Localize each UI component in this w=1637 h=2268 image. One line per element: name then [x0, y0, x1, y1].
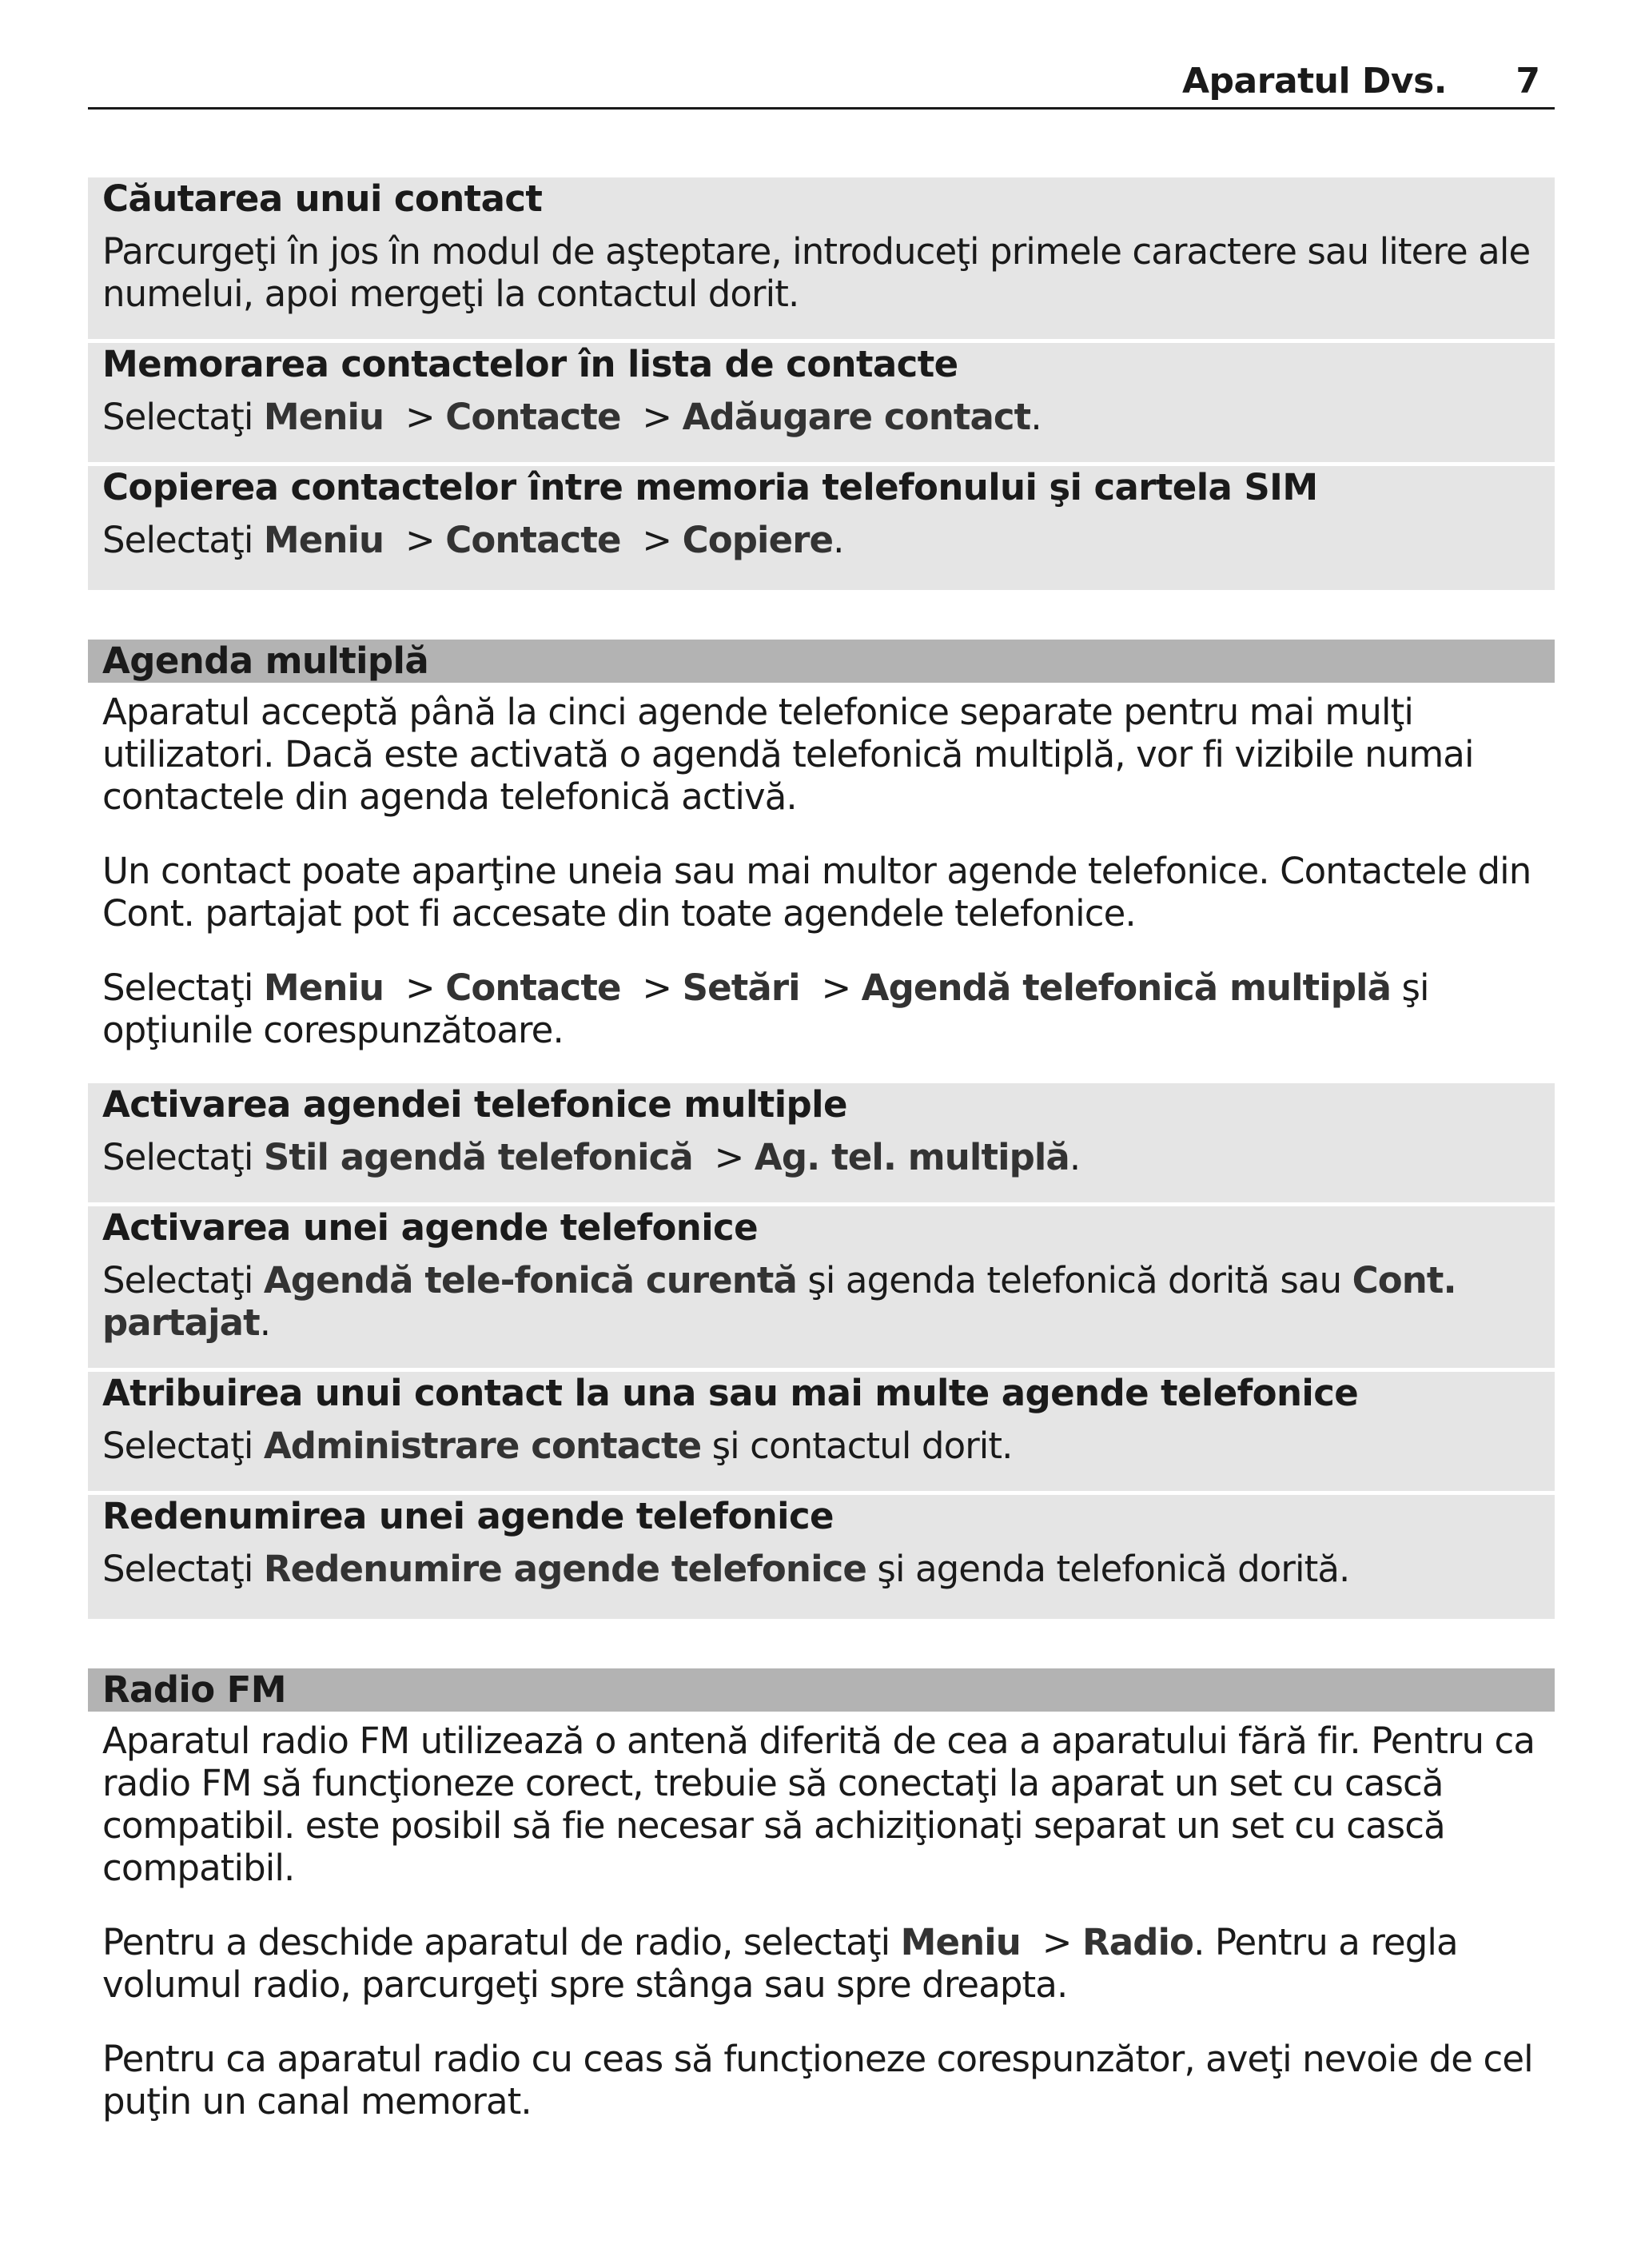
- tip-activate-one: [88, 1206, 1555, 1372]
- tip-body: [102, 1425, 1540, 1467]
- select-word: Selectaţi: [102, 1548, 253, 1590]
- tip-title: Activarea agendei telefonice multiple: [102, 1083, 847, 1126]
- option-name: Agendă tele-fonică curentă: [263, 1259, 797, 1301]
- select-word: Selectaţi: [102, 1136, 253, 1178]
- page-number: 7: [1516, 61, 1540, 102]
- page-header: [88, 58, 1555, 110]
- path-separator: >: [642, 519, 672, 561]
- tip-body: [102, 1548, 1540, 1590]
- menu-path-item: Contacte: [445, 519, 621, 561]
- path-separator: >: [642, 396, 672, 438]
- sentence-end: .: [833, 519, 844, 561]
- sentence-tail: . Pentru a regla volumul radio, parcurgeţi spre stânga sau spre dreapta.: [102, 1921, 1458, 2006]
- tip-assign-contact: [88, 1372, 1555, 1495]
- select-word: Selectaţi: [102, 519, 253, 561]
- tip-body: [102, 1259, 1540, 1344]
- sentence-end: .: [259, 1301, 271, 1344]
- page-content: [88, 177, 1555, 2123]
- menu-path-item: Agendă telefonică multiplă: [861, 967, 1392, 1009]
- menu-path-item: Meniu: [263, 396, 384, 438]
- menu-path-item: Radio: [1081, 1921, 1194, 1963]
- paragraph: Aparatul radio FM utilizează o antenă diferită de cea a aparatului fără fir. Pentru ca radio FM să funcţioneze corect, trebuie să conectaţi la aparat un set cu cască compatibil. este posibil să fie necesar să achiziţionaţi separat un set cu cască compatibil.: [102, 1720, 1535, 1889]
- section-heading-radio: Radio FM: [88, 1668, 1555, 1712]
- sentence-lead: Pentru a deschide aparatul de radio, selectaţi: [102, 1921, 890, 1963]
- paragraph-radio-path: [88, 1921, 1555, 2006]
- menu-path-item: Meniu: [900, 1921, 1021, 1963]
- sentence-mid: şi contactul dorit.: [711, 1425, 1013, 1467]
- sentence-tail: şi opţiunile corespunzătoare.: [102, 967, 1429, 1051]
- tips-box-agenda: [88, 1083, 1555, 1619]
- path-separator: >: [404, 967, 435, 1009]
- sentence-end: .: [1069, 1136, 1081, 1178]
- header-title: Aparatul Dvs.: [1182, 61, 1447, 102]
- menu-path-item: Stil agendă telefonică: [263, 1136, 693, 1178]
- paragraph-multi-agenda-path: [88, 967, 1555, 1051]
- tip-title: Redenumirea unei agende telefonice: [102, 1495, 834, 1537]
- sentence-mid: şi agenda telefonică dorită sau: [807, 1259, 1342, 1301]
- tip-title: Memorarea contactelor în lista de contacte: [102, 343, 958, 385]
- tip-title: Copierea contactelor între memoria telefonului şi cartela SIM: [102, 466, 1318, 508]
- menu-path-item: Contacte: [445, 396, 621, 438]
- tip-title: Căutarea unui contact: [102, 177, 543, 220]
- tip-search-contact: [88, 177, 1555, 343]
- option-name: Cont. partajat: [102, 1259, 1456, 1344]
- tip-save-contacts: [88, 343, 1555, 466]
- tip-activate-multiple: [88, 1083, 1555, 1206]
- option-name: Administrare contacte: [263, 1425, 702, 1467]
- menu-path-item: Ag. tel. multiplă: [754, 1136, 1069, 1178]
- tip-title: Atribuirea unui contact la una sau mai multe agende telefonice: [102, 1372, 1359, 1414]
- menu-path-item: Setări: [682, 967, 800, 1009]
- menu-path-item: Contacte: [445, 967, 621, 1009]
- paragraph: Aparatul acceptă până la cinci agende telefonice separate pentru mai mulţi utilizatori. Dacă este activată o agendă telefonică multiplă, vor fi vizibile numai contactele din agenda telefonică activă.: [102, 691, 1474, 818]
- select-word: Selectaţi: [102, 967, 253, 1009]
- sentence-mid: şi agenda telefonică dorită.: [877, 1548, 1350, 1590]
- sentence-end: .: [1030, 396, 1042, 438]
- option-name: Redenumire agende telefonice: [263, 1548, 866, 1590]
- section-heading-agenda: Agenda multiplă: [88, 640, 1555, 683]
- select-word: Selectaţi: [102, 396, 253, 438]
- tip-body: [102, 519, 1540, 561]
- path-separator: >: [642, 967, 672, 1009]
- tip-rename-agenda: [88, 1495, 1555, 1619]
- path-separator: >: [714, 1136, 744, 1178]
- menu-path-item: Copiere: [682, 519, 834, 561]
- path-separator: >: [1042, 1921, 1072, 1963]
- tip-title: Activarea unei agende telefonice: [102, 1206, 759, 1249]
- tips-box-contacts: [88, 177, 1555, 590]
- paragraph: Pentru ca aparatul radio cu ceas să funcţioneze corespunzător, aveţi nevoie de cel puţin un canal memorat.: [102, 2038, 1533, 2123]
- menu-path-item: Adăugare contact: [682, 396, 1031, 438]
- path-separator: >: [821, 967, 851, 1009]
- tip-body: [102, 1136, 1540, 1178]
- tip-body: [102, 396, 1540, 438]
- paragraph: Un contact poate aparţine uneia sau mai multor agende telefonice. Contactele din Cont. partajat pot fi accesate din toate agendele telefonice.: [102, 850, 1531, 935]
- menu-path-item: Meniu: [263, 519, 384, 561]
- select-word: Selectaţi: [102, 1425, 253, 1467]
- menu-path-item: Meniu: [263, 967, 384, 1009]
- select-word: Selectaţi: [102, 1259, 253, 1301]
- path-separator: >: [404, 396, 435, 438]
- path-separator: >: [404, 519, 435, 561]
- tip-copy-contacts: [88, 466, 1555, 590]
- tip-body: Parcurgeţi în jos în modul de aşteptare, introduceţi primele caractere sau litere ale numelui, apoi mergeţi la contactul dorit.: [102, 230, 1531, 315]
